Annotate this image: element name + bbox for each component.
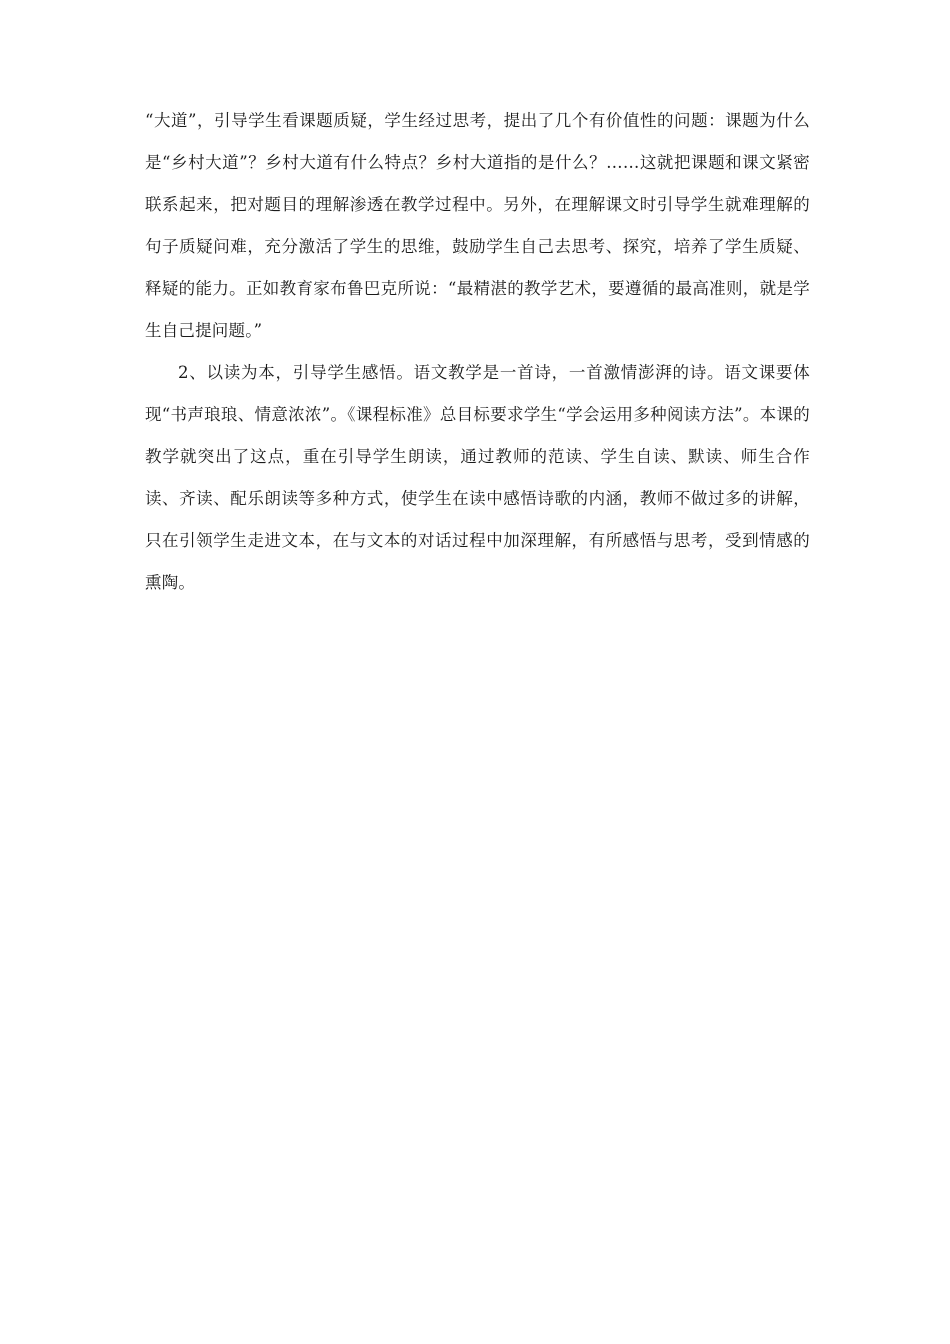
document-body <box>145 100 810 604</box>
paragraph-reading-method: 2、以读为本，引导学生感悟。语文教学是一首诗，一首激情澎湃的诗。语文课要体现“书声琅琅、情意浓浓”。《课程标准》总目标要求学生“学会运用多种阅读方法”。本课的教学就突出了这点，重在引导学生朗读，通过教师的范读、学生自读、默读、师生合作读、齐读、配乐朗读等多种方式，使学生在读中感悟诗歌的内涵，教师不做过多的讲解，只在引领学生走进文本，在与文本的对话过程中加深理解，有所感悟与思考，受到情感的熏陶。 <box>145 363 810 592</box>
paragraph-continued: “大道”，引导学生看课题质疑，学生经过思考，提出了几个有价值性的问题：课题为什么是“乡村大道”？乡村大道有什么特点？乡村大道指的是什么？……这就把课题和课文紧密联系起来，把对题目的理解渗透在教学过程中。另外，在理解课文时引导学生就难理解的句子质疑问难，充分激活了学生的思维，鼓励学生自己去思考、探究，培养了学生质疑、释疑的能力。正如教育家布鲁巴克所说：“最精湛的教学艺术，要遵循的最高准则，就是学生自己提问题。” <box>145 111 810 340</box>
